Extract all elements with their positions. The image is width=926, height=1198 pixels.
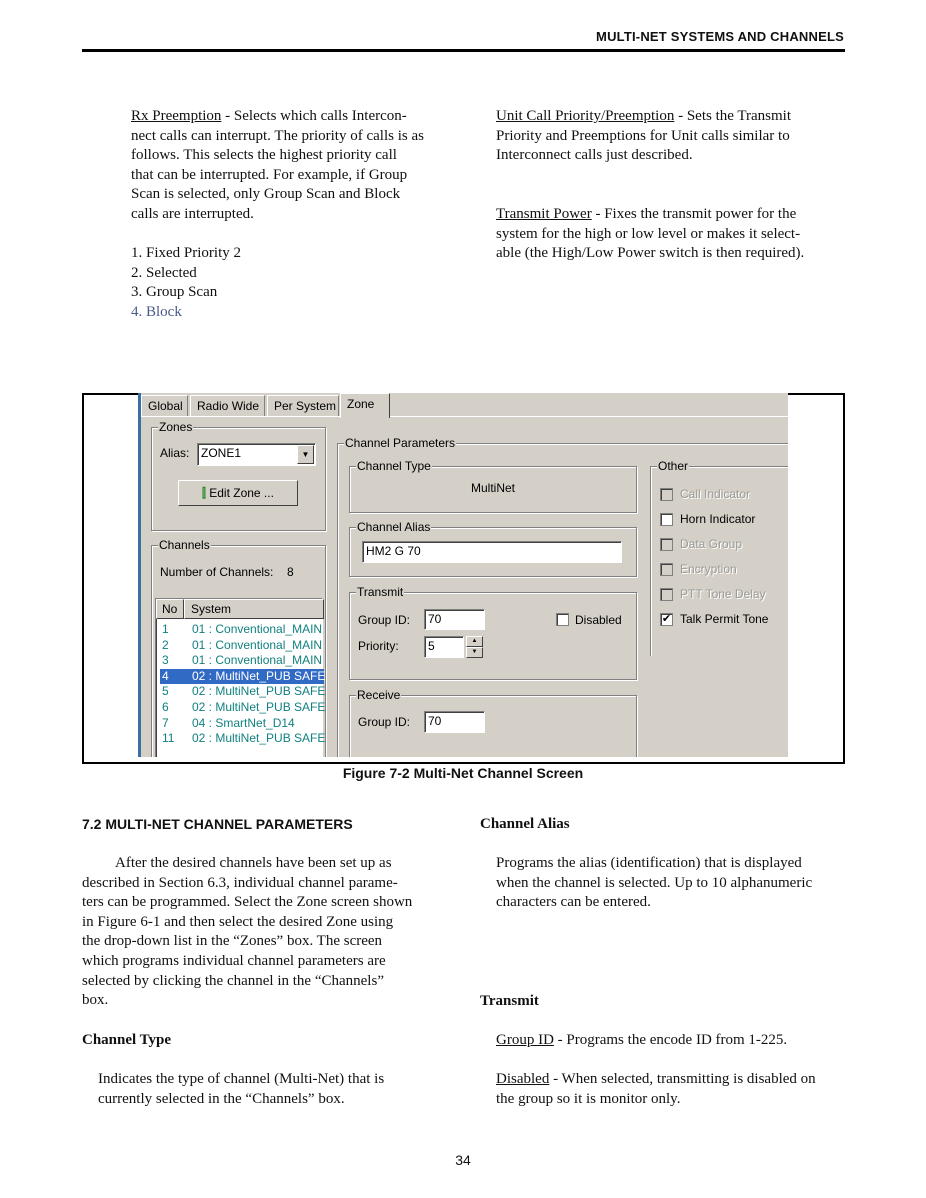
line: calls are interrupted. <box>131 205 254 222</box>
section-title: 7.2 MULTI-NET CHANNEL PARAMETERS <box>82 816 353 832</box>
line: ters can be programmed. Select the Zone screen shown <box>82 894 413 911</box>
rx-group-id-input[interactable]: 70 <box>424 711 485 733</box>
group-title: Channel Alias <box>357 520 431 534</box>
channel-type-heading: Channel Type <box>82 1032 172 1048</box>
tx-group-id-input[interactable]: 70 <box>424 609 485 630</box>
channel-row[interactable] <box>160 731 324 747</box>
line: Scan is selected, only Group Scan and Block <box>131 186 401 203</box>
channel-system: 04 : SmartNet_D14 <box>192 715 295 730</box>
disabled-checkbox[interactable] <box>556 613 569 626</box>
channel-row[interactable] <box>160 638 324 654</box>
channel-no: 5 <box>162 684 169 699</box>
line: which programs individual channel parameters are <box>82 952 386 969</box>
channel-system: 01 : Conventional_MAIN <box>192 637 323 652</box>
right-top-text <box>496 107 846 264</box>
channel-no: 4 <box>162 668 169 683</box>
channel-system: 02 : MultiNet_PUB SAFE <box>192 731 326 746</box>
list-item: 3. Group Scan <box>131 284 218 301</box>
tx-group-id-label: Group ID: <box>358 613 411 627</box>
option-label: Data Group <box>680 537 743 551</box>
line: Priority and Preemptions for Unit calls similar to <box>496 127 790 144</box>
tab-per-system[interactable]: Per System <box>267 395 339 416</box>
tab-radio-wide[interactable]: Radio Wide <box>190 395 265 416</box>
channel-row[interactable] <box>160 700 324 716</box>
line: the group so it is monitor only. <box>496 1090 681 1107</box>
line: system for the high or low level or makes it select- <box>496 225 801 242</box>
group-id-text <box>496 1031 787 1051</box>
channel-no: 2 <box>162 637 169 652</box>
channel-row[interactable] <box>160 669 324 685</box>
line: that can be interrupted. For example, if Group <box>131 166 408 183</box>
option-checkbox[interactable]: ✔ <box>661 613 672 625</box>
line: characters can be entered. <box>496 894 651 911</box>
option-label: Horn Indicator <box>680 512 756 526</box>
column-header-system[interactable]: System <box>184 599 324 619</box>
num-channels-value: 8 <box>287 565 294 579</box>
disabled-label: Disabled <box>575 613 622 627</box>
button-label: Edit Zone ... <box>209 486 274 500</box>
group-title: Channel Parameters <box>345 436 456 450</box>
tab-zone[interactable]: Zone <box>340 393 390 418</box>
line: Programs the alias (identification) that is displayed <box>496 855 802 871</box>
spinner-up-icon[interactable]: ▲ <box>466 636 483 647</box>
line: nect calls can interrupt. The priority of calls is as <box>131 127 424 144</box>
zone-alias-dropdown[interactable] <box>197 443 316 466</box>
term: Disabled <box>496 1071 550 1087</box>
channel-no: 1 <box>162 622 169 636</box>
line: Interconnect calls just described. <box>496 147 693 164</box>
line: selected by clicking the channel in the “Channels” <box>82 972 384 989</box>
line: After the desired channels have been set up as <box>115 855 392 871</box>
channel-row[interactable] <box>160 622 324 638</box>
section-intro <box>82 854 452 1011</box>
num-channels-label: Number of Channels: <box>160 565 274 579</box>
line: currently selected in the “Channels” box. <box>98 1090 345 1107</box>
line: - Sets the Transmit <box>674 108 792 124</box>
term: Rx Preemption <box>131 108 222 124</box>
dropdown-value: ZONE1 <box>201 446 242 460</box>
column-header-no[interactable]: No <box>156 599 184 619</box>
alias-label: Alias: <box>160 446 190 460</box>
group-title: Channels <box>159 538 210 552</box>
priority-label: Priority: <box>358 639 399 653</box>
channel-system: 01 : Conventional_MAIN <box>192 622 323 636</box>
line: Indicates the type of channel (Multi-Net) that is <box>98 1071 385 1087</box>
option-label: Encryption <box>680 562 737 576</box>
header-rule <box>82 49 845 52</box>
transmit-heading: Transmit <box>480 993 539 1009</box>
line: - Programs the encode ID from 1-225. <box>553 1032 788 1048</box>
tab-global[interactable]: Global <box>141 395 188 416</box>
running-header: MULTI-NET SYSTEMS AND CHANNELS <box>596 29 844 44</box>
channel-no: 11 <box>162 731 175 746</box>
priority-input[interactable]: 5 <box>424 636 464 658</box>
list-item: 2. Selected <box>131 264 197 281</box>
list-item: 1. Fixed Priority 2 <box>131 245 242 262</box>
line: - Selects which calls Intercon- <box>221 108 407 124</box>
list-item: 4. Block <box>131 303 182 320</box>
term: Transmit Power <box>496 205 592 222</box>
channel-screen <box>138 393 788 757</box>
channel-alias-heading: Channel Alias <box>480 816 570 832</box>
group-title: Receive <box>357 688 401 702</box>
channel-row[interactable] <box>160 716 324 732</box>
group-title: Zones <box>159 420 193 434</box>
zone-edit-icon: ⫿ <box>202 486 206 500</box>
channel-system: 01 : Conventional_MAIN <box>192 653 323 668</box>
channel-type-value: MultiNet <box>470 481 515 495</box>
line: box. <box>82 992 109 1009</box>
channel-alias-text <box>496 854 812 913</box>
option-label: Talk Permit Tone <box>680 612 769 626</box>
disabled-text <box>496 1070 846 1109</box>
option-checkbox[interactable] <box>660 538 673 551</box>
channel-system: 02 : MultiNet_PUB SAFE <box>192 700 326 714</box>
line: follows. This selects the highest priority call <box>131 147 397 164</box>
channel-no: 6 <box>162 700 169 714</box>
channel-no: 3 <box>162 653 169 668</box>
spinner-down-icon[interactable]: ▼ <box>466 647 483 658</box>
chevron-down-icon[interactable]: ▼ <box>297 445 314 464</box>
edit-zone-button[interactable] <box>178 480 298 506</box>
line: the drop-down list in the “Zones” box. The screen <box>82 933 383 950</box>
line: when the channel is selected. Up to 10 alphanumeric <box>496 874 813 891</box>
page-number: 34 <box>455 1152 471 1168</box>
line: described in Section 6.3, individual channel parame- <box>82 874 398 891</box>
option-checkbox[interactable] <box>660 488 673 501</box>
term: Group ID <box>496 1032 554 1048</box>
channel-row[interactable] <box>160 653 324 669</box>
channel-type-text <box>98 1070 384 1109</box>
channel-alias-input[interactable]: HM2 G 70 <box>362 541 622 563</box>
option-checkbox[interactable] <box>660 513 673 526</box>
option-checkbox[interactable] <box>660 588 673 601</box>
figure-caption: Figure 7-2 Multi-Net Channel Screen <box>342 765 584 781</box>
term: Unit Call Priority/Preemption <box>496 108 675 124</box>
line: - Fixes the transmit power for the <box>591 205 797 222</box>
channels-list[interactable] <box>155 598 326 757</box>
channel-row[interactable] <box>160 684 324 700</box>
transmit-group <box>349 585 637 680</box>
rx-group-id-label: Group ID: <box>358 715 411 729</box>
line: able (the High/Low Power switch is then required). <box>496 245 805 262</box>
rx-preemption-text <box>131 107 451 323</box>
group-title: Channel Type <box>357 459 431 473</box>
option-checkbox[interactable] <box>660 563 673 576</box>
line: in Figure 6-1 and then select the desired Zone using <box>82 913 394 930</box>
channel-system: 02 : MultiNet_PUB SAFE <box>192 684 326 699</box>
channel-no: 7 <box>162 715 169 730</box>
channel-system: 02 : MultiNet_PUB SAFE <box>192 668 326 683</box>
option-label: PTT Tone Delay <box>680 587 766 601</box>
group-title: Other <box>658 459 689 473</box>
group-title: Transmit <box>357 585 404 599</box>
option-label: Call Indicator <box>680 487 751 501</box>
line: - When selected, transmitting is disabled on <box>549 1071 816 1087</box>
